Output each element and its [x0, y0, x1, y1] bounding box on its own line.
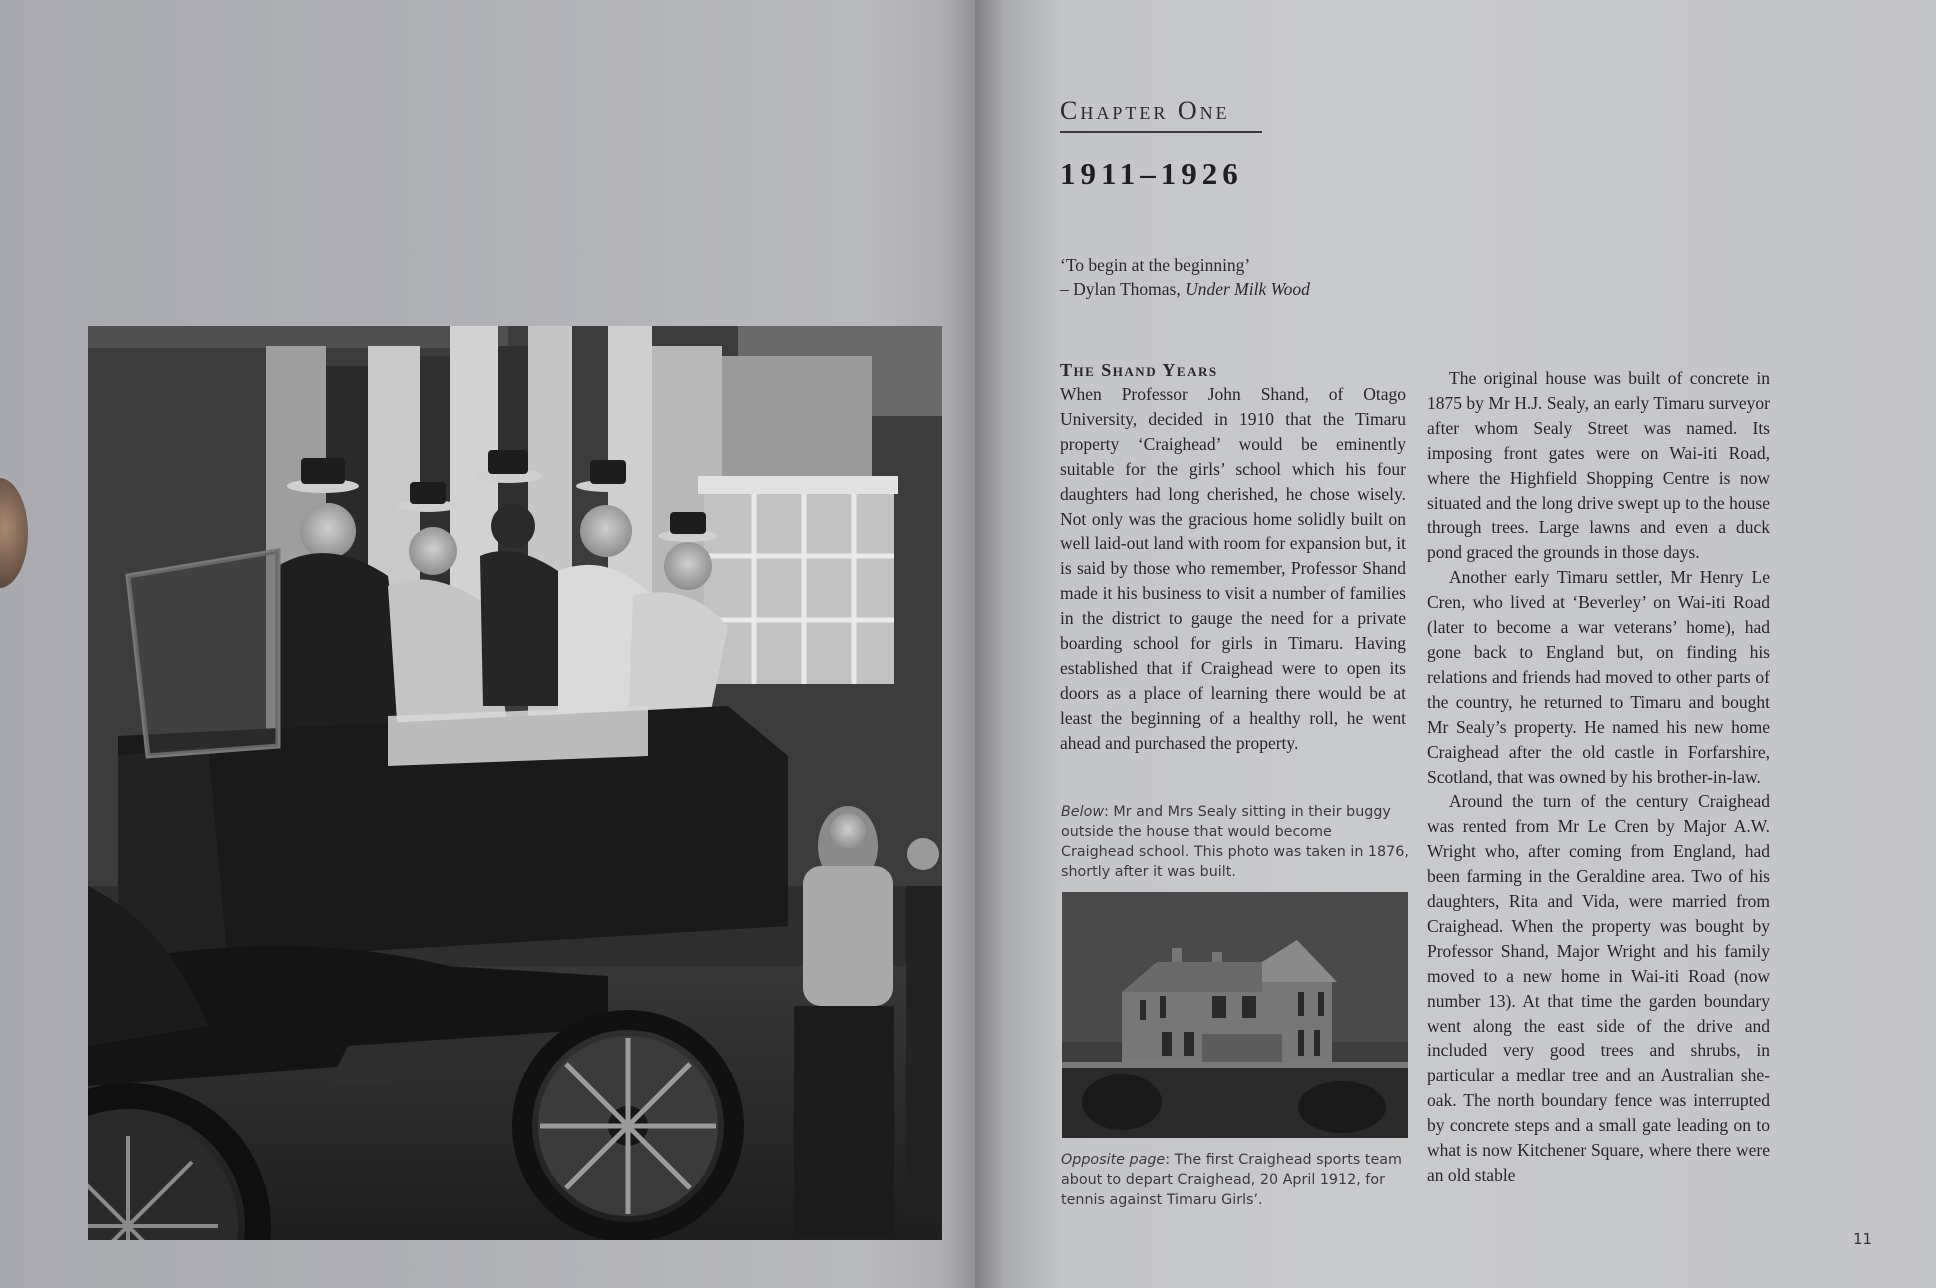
chapter-dates: 1911–1926 [1060, 156, 1243, 191]
body-paragraph: Around the turn of the century Craighead was rented from Mr Le Cren by Major A.W. Wright who, after coming from England, had been farming in the Geraldine area. Two of his daughters, Rita and Vida, were married from Craighead. When the property was bought by Professor Shand, Major Wright and his family moved to a new home in Wai-iti Road (now number 13). At that time the garden boundary went along the east side of the drive and included very good trees and shrubs, in particular a medlar tree and an Australian she-oak. The north boundary fence was interrupted by concrete steps and a small gate leading on to what is now Kitchener Square, where there were an old stable [1427, 791, 1770, 1185]
team-photo-image [88, 326, 942, 1240]
epigraph-author: – Dylan Thomas, [1060, 279, 1186, 299]
epigraph-attribution [1060, 277, 1310, 301]
caption-below-lead: Below [1061, 804, 1105, 820]
chapter-label: Chapter One [1060, 96, 1230, 125]
caption-opposite-text: : The first Craighead sports team about to depart Craighead, 20 April 1912, for tennis against Timaru Girls’. [1061, 1152, 1402, 1208]
team-photo [88, 326, 942, 1240]
section-heading: The Shand Years [1060, 360, 1218, 380]
caption-opposite [1061, 1150, 1409, 1210]
chapter-rule [1060, 131, 1262, 133]
page-number: 11 [1853, 1230, 1873, 1248]
caption-opposite-lead: Opposite page [1061, 1152, 1166, 1168]
body-paragraph: When Professor John Shand, of Otago University, decided in 1910 that the Timaru property ‘Craighead’ would be eminently suitable for the girls’ school which his four daughters had long cherished, he chose wisely. Not only was the gracious home solidly built on well laid-out land with room for expansion but, it is said by those who remember, Professor Shand made it his business to visit a number of families in the district to gauge the need for a private boarding school for girls in Timaru. Having established that if Craighead were to open its doors as a place of learning there would be at least the beginning of a healthy roll, he went ahead and purchased the property. [1060, 384, 1406, 753]
epigraph-quote: ‘To begin at the beginning’ [1060, 255, 1251, 275]
body-paragraph: The original house was built of concrete in 1875 by Mr H.J. Sealy, an early Timaru surveyor after whom Sealy Street was named. Its imposing front gates were on Wai-iti Road, where the Highfield Shopping Centre is now situated and the long drive swept up to the house through trees. Large lawns and even a duck pond graced the grounds in those days. [1427, 368, 1770, 563]
epigraph-work-title: Under Milk Wood [1185, 279, 1310, 299]
body-paragraph: Another early Timaru settler, Mr Henry Le Cren, who lived at ‘Beverley’ on Wai-iti Road (later to become a war veterans’ home), had gone back to England but, on finding his relations and friends had moved to other parts of the country, he returned to Timaru and bought Mr Sealy’s property. He named his new home Craighead after the old castle in Forfarshire, Scotland, that was owned by his brother-in-law. [1427, 567, 1770, 787]
caption-below-text: : Mr and Mrs Sealy sitting in their buggy outside the house that would become Craighead school. This photo was taken in 1876, shortly after it was built. [1061, 804, 1409, 880]
epigraph [1060, 253, 1310, 301]
left-text-column [1060, 358, 1406, 756]
sealy-house-image [1062, 892, 1408, 1138]
caption-below [1061, 802, 1409, 882]
sealy-house-photo [1062, 892, 1408, 1138]
thumb-holding-page [0, 478, 28, 588]
right-text-column [1427, 366, 1770, 1188]
